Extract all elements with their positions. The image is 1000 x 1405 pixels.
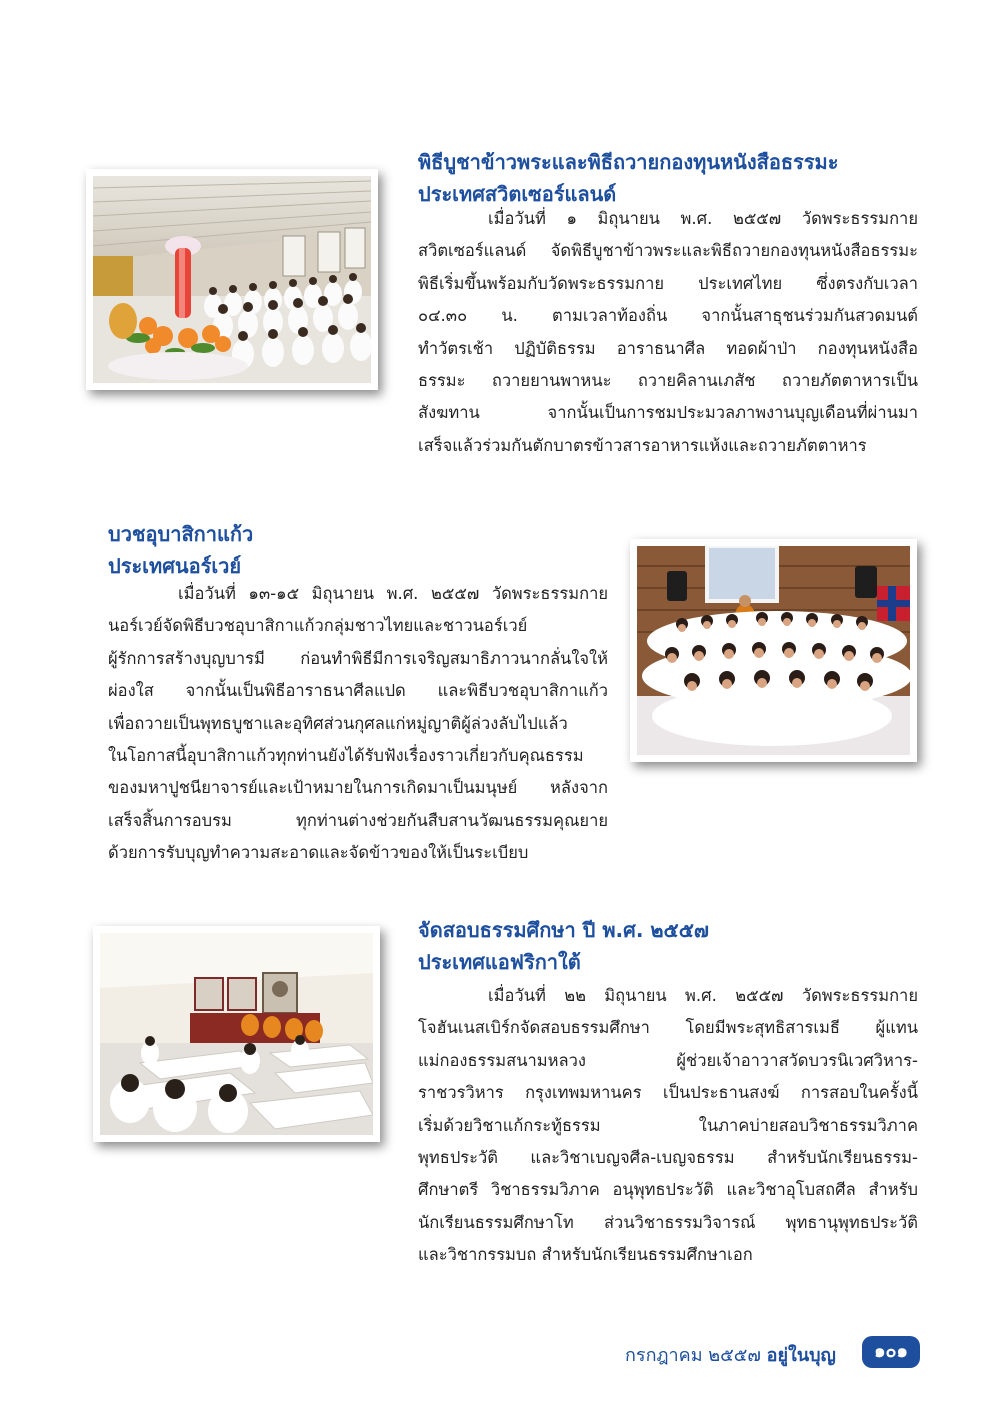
article1-subtitle: ประเทศสวิตเซอร์แลนด์ <box>418 182 617 206</box>
south-africa-exam-image <box>100 933 373 1135</box>
article2-line: เพื่อถวายเป็นพุทธบูชาและอุทิศส่วนกุศลแก่หมู่ญาติผู้ล่วงลับไปแล้ว <box>108 713 568 733</box>
footer-date: กรกฎาคม ๒๕๕๗ <box>625 1345 761 1366</box>
article2-line: ด้วยการรับบุญทำความสะอาดและจัดข้าวของให้เป็นระเบียบ <box>108 843 529 863</box>
page-number-badge: ๑๐๑ <box>862 1336 920 1368</box>
article3-line: เริ่มด้วยวิชาแก้กระทู้ธรรม ในภาคบ่ายสอบวิชาธรรมวิภาค <box>418 1115 918 1135</box>
footer <box>625 1340 836 1369</box>
article3-line: โจฮันเนสเบิร์กจัดสอบธรรมศึกษา โดยมีพระสุทธิสารเมธี ผู้แทน <box>418 1018 918 1038</box>
article2-heading <box>108 518 253 582</box>
article2-line: ในโอกาสนี้อุบาสิกาแก้วทุกท่านยังได้รับฟังเรื่องราวเกี่ยวกับคุณธรรม <box>108 746 584 766</box>
article1-line: สวิตเซอร์แลนด์ จัดพิธีบูชาข้าวพระและพิธีถวายกองทุนหนังสือธรรมะ <box>418 241 918 261</box>
article2-line: ผู้รักการสร้างบุญบารมี ก่อนทำพิธีมีการเจริญสมาธิภาวนากลั่นใจให้ <box>108 648 608 668</box>
article3-body <box>418 980 918 1272</box>
article1-heading <box>418 146 838 210</box>
article3-line: และวิชากรรมบถ สำหรับนักเรียนธรรมศึกษาเอก <box>418 1245 753 1265</box>
article3-line: ศึกษาตรี วิชาธรรมวิภาค อนุพุทธประวัติ และวิชาอุโบสถศีล สำหรับ <box>418 1180 918 1200</box>
article3-heading <box>418 914 709 978</box>
norway-ordination-image <box>637 546 910 755</box>
article2-line: ผ่องใส จากนั้นเป็นพิธีอาราธนาศีลแปด และพิธีบวชอุบาสิกาแก้ว <box>108 681 608 701</box>
article3-subtitle: ประเทศแอฟริกาใต้ <box>418 950 581 974</box>
article3-line: เมื่อวันที่ ๒๒ มิถุนายน พ.ศ. ๒๕๕๗ วัดพระธรรมกาย <box>488 986 918 1005</box>
article2-line: เมื่อวันที่ ๑๓-๑๕ มิถุนายน พ.ศ. ๒๕๕๗ วัดพระธรรมกาย <box>178 584 608 603</box>
switzerland-ceremony-image <box>93 176 371 383</box>
article2-line: ของมหาปูชนียาจารย์และเป้าหมายในการเกิดมาเป็นมนุษย์ หลังจาก <box>108 778 608 798</box>
article2-line: เสร็จสิ้นการอบรม ทุกท่านต่างช่วยกันสืบสานวัฒนธรรมคุณยาย <box>108 810 608 830</box>
photo-south-africa-exam <box>93 926 380 1142</box>
article3-line: นักเรียนธรรมศึกษาโท ส่วนวิชาธรรมวิจารณ์ พุทธานุพุทธประวัติ <box>418 1212 918 1232</box>
article1-line: เสร็จแล้วร่วมกันตักบาตรข้าวสารอาหารแห้งและถวายภัตตาหาร <box>418 435 867 455</box>
article3-line: พุทธประวัติ และวิชาเบญจศีล-เบญจธรรม สำหรับนักเรียนธรรม- <box>418 1148 918 1168</box>
article3-line: แม่กองธรรมสนามหลวง ผู้ช่วยเจ้าอาวาสวัดบวรนิเวศวิหาร- <box>418 1050 918 1070</box>
article3-title: จัดสอบธรรมศึกษา ปี พ.ศ. ๒๕๕๗ <box>418 918 709 942</box>
article1-line: เมื่อวันที่ ๑ มิถุนายน พ.ศ. ๒๕๕๗ วัดพระธรรมกาย <box>488 209 918 228</box>
article1-line: ทำวัตรเช้า ปฏิบัติธรรม อาราธนาศีล ทอดผ้าป่า กองทุนหนังสือ <box>418 338 918 358</box>
article2-line: นอร์เวย์จัดพิธีบวชอุบาสิกาแก้วกลุ่มชาวไทยและชาวนอร์เวย์ <box>108 616 528 636</box>
article2-subtitle: ประเทศนอร์เวย์ <box>108 554 242 578</box>
footer-magazine-name: อยู่ในบุญ <box>766 1345 836 1366</box>
article1-line: สังฆทาน จากนั้นเป็นการชมประมวลภาพงานบุญเดือนที่ผ่านมา <box>418 403 918 423</box>
article1-body <box>418 203 918 462</box>
article1-line: พิธีเริ่มขึ้นพร้อมกับวัดพระธรรมกาย ประเทศไทย ซึ่งตรงกับเวลา <box>418 273 918 293</box>
article2-body <box>108 578 608 870</box>
photo-norway-ordination <box>630 539 917 762</box>
article1-line: ๐๔.๓๐ น. ตามเวลาท้องถิ่น จากนั้นสาธุชนร่วมกันสวดมนต์ <box>418 306 918 326</box>
article1-line: ธรรมะ ถวายยานพาหนะ ถวายคิลานเภสัช ถวายภัตตาหารเป็น <box>418 371 918 391</box>
article2-title: บวชอุบาสิกาแก้ว <box>108 522 254 546</box>
article3-line: ราชวรวิหาร กรุงเทพมหานคร เป็นประธานสงฆ์ การสอบในครั้งนี้ <box>418 1083 918 1103</box>
photo-switzerland-ceremony <box>86 169 378 390</box>
article1-title: พิธีบูชาข้าวพระและพิธีถวายกองทุนหนังสือธรรมะ <box>418 150 839 174</box>
